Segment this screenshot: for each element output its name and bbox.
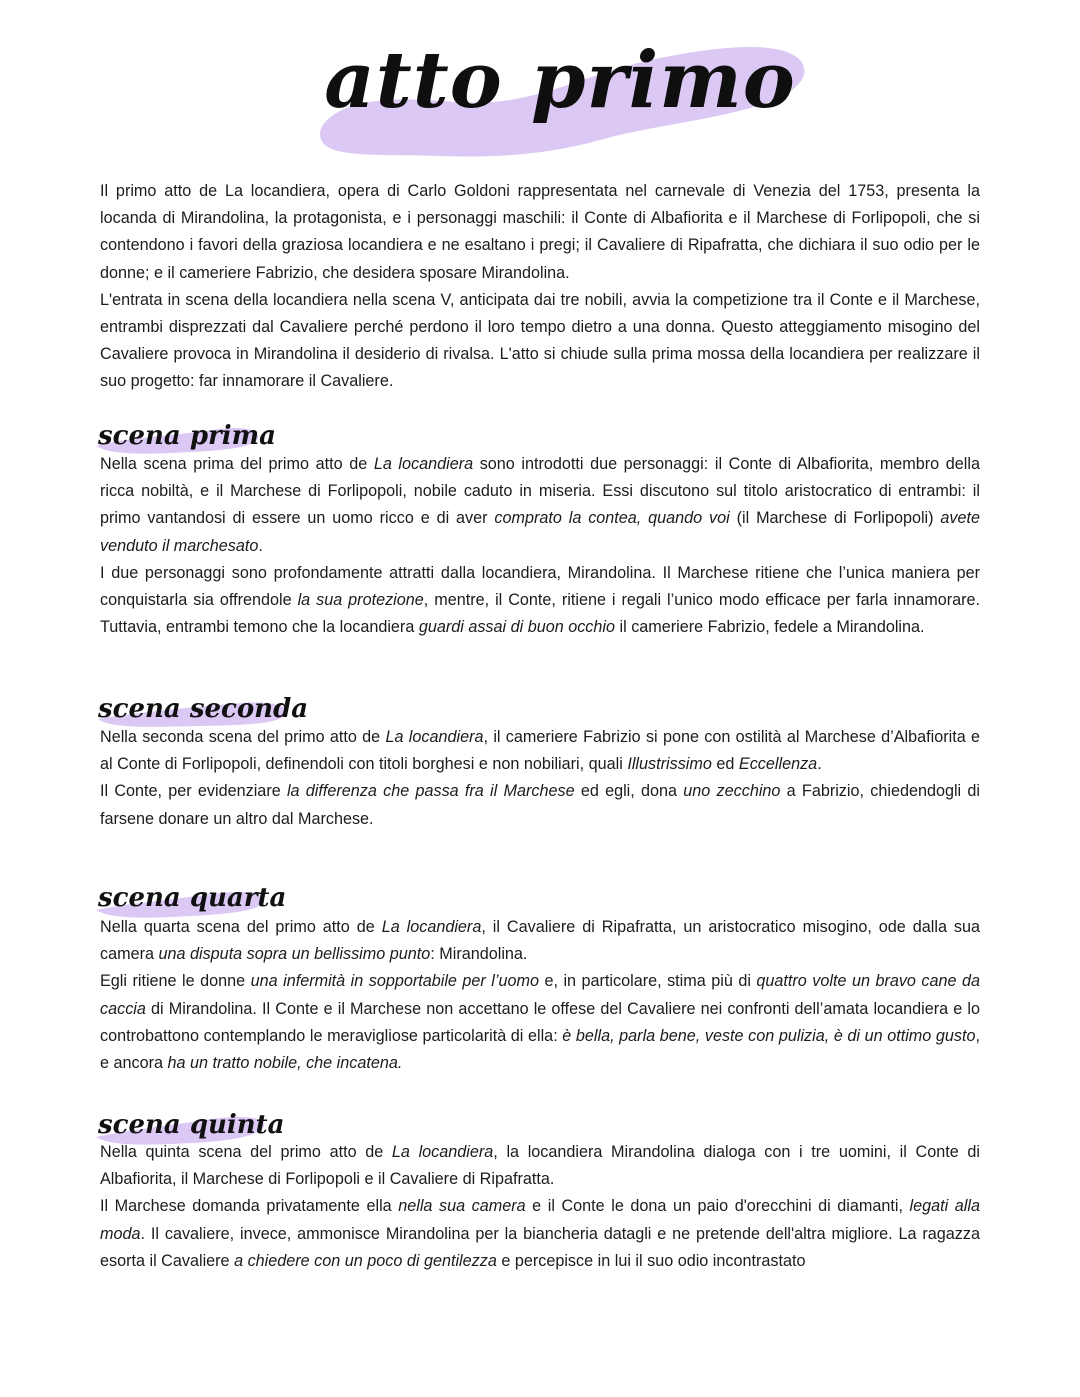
scene1-section: [100, 451, 980, 641]
scene5-paragraph-2: Il Marchese domanda privatamente ella nella sua camera e il Conte le dona un paio d'orecchini di diamanti, legati alla moda. Il cavaliere, invece, ammonisce Mirandolina per la biancheria datagli e ne pretende dell'altra migliore. La ragazza esorta il Cavaliere a chiedere con un poco di gentilezza e percepisce in lui il suo odio incontrastato: [100, 1197, 980, 1270]
page-title: atto primo: [324, 35, 796, 126]
scene1-paragraph-2: I due personaggi sono profondamente attratti dalla locandiera, Mirandolina. Il Marchese ritiene che l’unica maniera per conquistarla sia offrendole la sua protezione, mentre, il Conte, ritiene i regali l’unico modo efficace per farla innamorare. Tuttavia, entrambi temono che la locandiera guardi assai di buon occhio il cameriere Fabrizio, fedele a Mirandolina.: [100, 563, 980, 637]
scene2-paragraph-1: Nella seconda scena del primo atto de La locandiera, il cameriere Fabrizio si pone con ostilità al Marchese d’Albafiorita e al Conte di Forlipopoli, definendoli con titoli borghesi e non nobiliari, quali Illustrissimo ed Eccellenza.: [100, 728, 981, 774]
scene4-paragraph-2: Egli ritiene le donne una infermità in sopportabile per l’uomo e, in particolare, stima più di quattro volte un bravo cane da caccia di Mirandolina. Il Conte e il Marchese non accettano le offese del Cavaliere nei confronti dell’amata locandiera e lo controbattono contemplando le meravigliose particolarità di ella: è bella, parla bene, veste con pulizia, è di un ottimo gusto, e ancora ha un tratto nobile, che incatena.: [100, 972, 980, 1073]
scene1-paragraph-1: Nella scena prima del primo atto de La locandiera sono introdotti due personaggi: il Conte di Albafiorita, membro della ricca nobiltà, e il Marchese di Forlipopoli, nobile caduto in miseria. Essi discutono sul titolo aristocratico di entrambi: il primo vantandosi di essere un uomo ricco e di aver comprato la contea, quando voi (il Marchese di Forlipopoli) avete venduto il marchesato.: [100, 455, 981, 555]
section-heading: scena prima: [98, 421, 276, 451]
title-block: [300, 30, 820, 170]
section-heading: scena quarta: [98, 883, 287, 913]
section-heading: scena seconda: [98, 694, 309, 724]
scene4-paragraph-1: Nella quarta scena del primo atto de La locandiera, il Cavaliere di Ripafratta, un aristocratico misogino, ode dalla sua camera una disputa sopra un bellissimo punto: Mirandolina.: [100, 918, 980, 964]
section-heading: scena quinta: [98, 1110, 285, 1140]
intro-paragraph-1: Il primo atto de La locandiera, opera di Carlo Goldoni rappresentata nel carnevale di Venezia del 1753, presenta la locanda di Mirandolina, la protagonista, e i personaggi maschili: il Conte di Albafiorita e il Marchese di Forlipopoli, che si contendono i favori della graziosa locandiera e ne esaltano i pregi; il Cavaliere di Ripafratta, che dichiara il suo odio per le donne; e il cameriere Fabrizio, che desidera sposare Mirandolina.: [100, 182, 980, 282]
scene5-paragraph-1: Nella quinta scena del primo atto de La locandiera, la locandiera Mirandolina dialoga con i tre uomini, il Conte di Albafiorita, il Marchese di Forlipopoli e il Cavaliere di Ripafratta.: [100, 1143, 980, 1189]
scene2-section: [100, 724, 980, 833]
intro-paragraph-2: L'entrata in scena della locandiera nella scena V, anticipata dai tre nobili, avvia la competizione tra il Conte e il Marchese, entrambi disprezzati dal Cavaliere perché perdono il loro tempo dietro a una donna. Questo atteggiamento misogino del Cavaliere provoca in Mirandolina il desiderio di rivalsa. L'atto si chiude sulla prima mossa della locandiera per realizzare il suo progetto: far innamorare il Cavaliere.: [100, 290, 980, 391]
intro-section: [100, 178, 980, 396]
scene2-paragraph-2: Il Conte, per evidenziare la differenza che passa fra il Marchese ed egli, dona uno zecchino a Fabrizio, chiedendogli di farsene donare un altro dal Marchese.: [100, 782, 980, 828]
scene5-section: [100, 1139, 980, 1275]
scene4-section: [100, 914, 980, 1077]
